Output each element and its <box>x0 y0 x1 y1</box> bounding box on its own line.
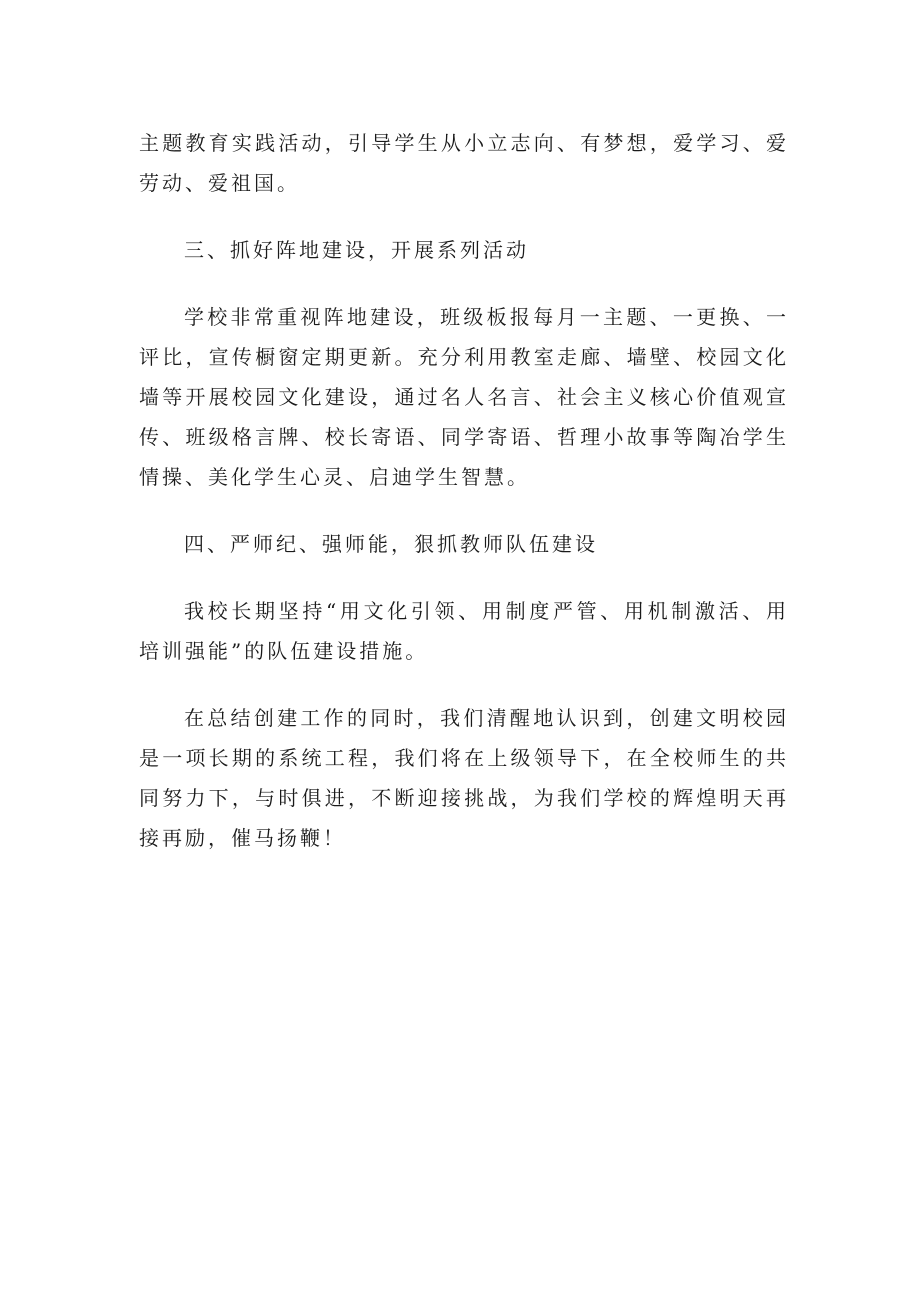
paragraph-position-building: 学校非常重视阵地建设，班级板报每月一主题、一更换、一评比，宣传橱窗定期更新。充分利用教室走廊、墙壁、校园文化墙等开展校园文化建设，通过名人名言、社会主义核心价值观宣传、班级格言牌、校长寄语、同学寄语、哲理小故事等陶冶学生情操、美化学生心灵、启迪学生智慧。 <box>139 305 789 489</box>
document-page <box>139 123 789 858</box>
heading-section-three: 三、抓好阵地建设，开展系列活动 <box>184 238 529 262</box>
paragraph-conclusion: 在总结创建工作的同时，我们清醒地认识到，创建文明校园是一项长期的系统工程，我们将在上级领导下，在全校师生的共同努力下，与时俱进，不断迎接挑战，为我们学校的辉煌明天再接再励，催马扬鞭！ <box>139 706 789 850</box>
paragraph-team-measures: 我校长期坚持“用文化引领、用制度严管、用机制激活、用培训强能”的队伍建设措施。 <box>139 599 789 663</box>
paragraph-continued-activities: 主题教育实践活动，引导学生从小立志向、有梦想，爱学习、爱劳动、爱祖国。 <box>139 131 789 195</box>
heading-section-four: 四、严师纪、强师能，狠抓教师队伍建设 <box>184 532 598 556</box>
